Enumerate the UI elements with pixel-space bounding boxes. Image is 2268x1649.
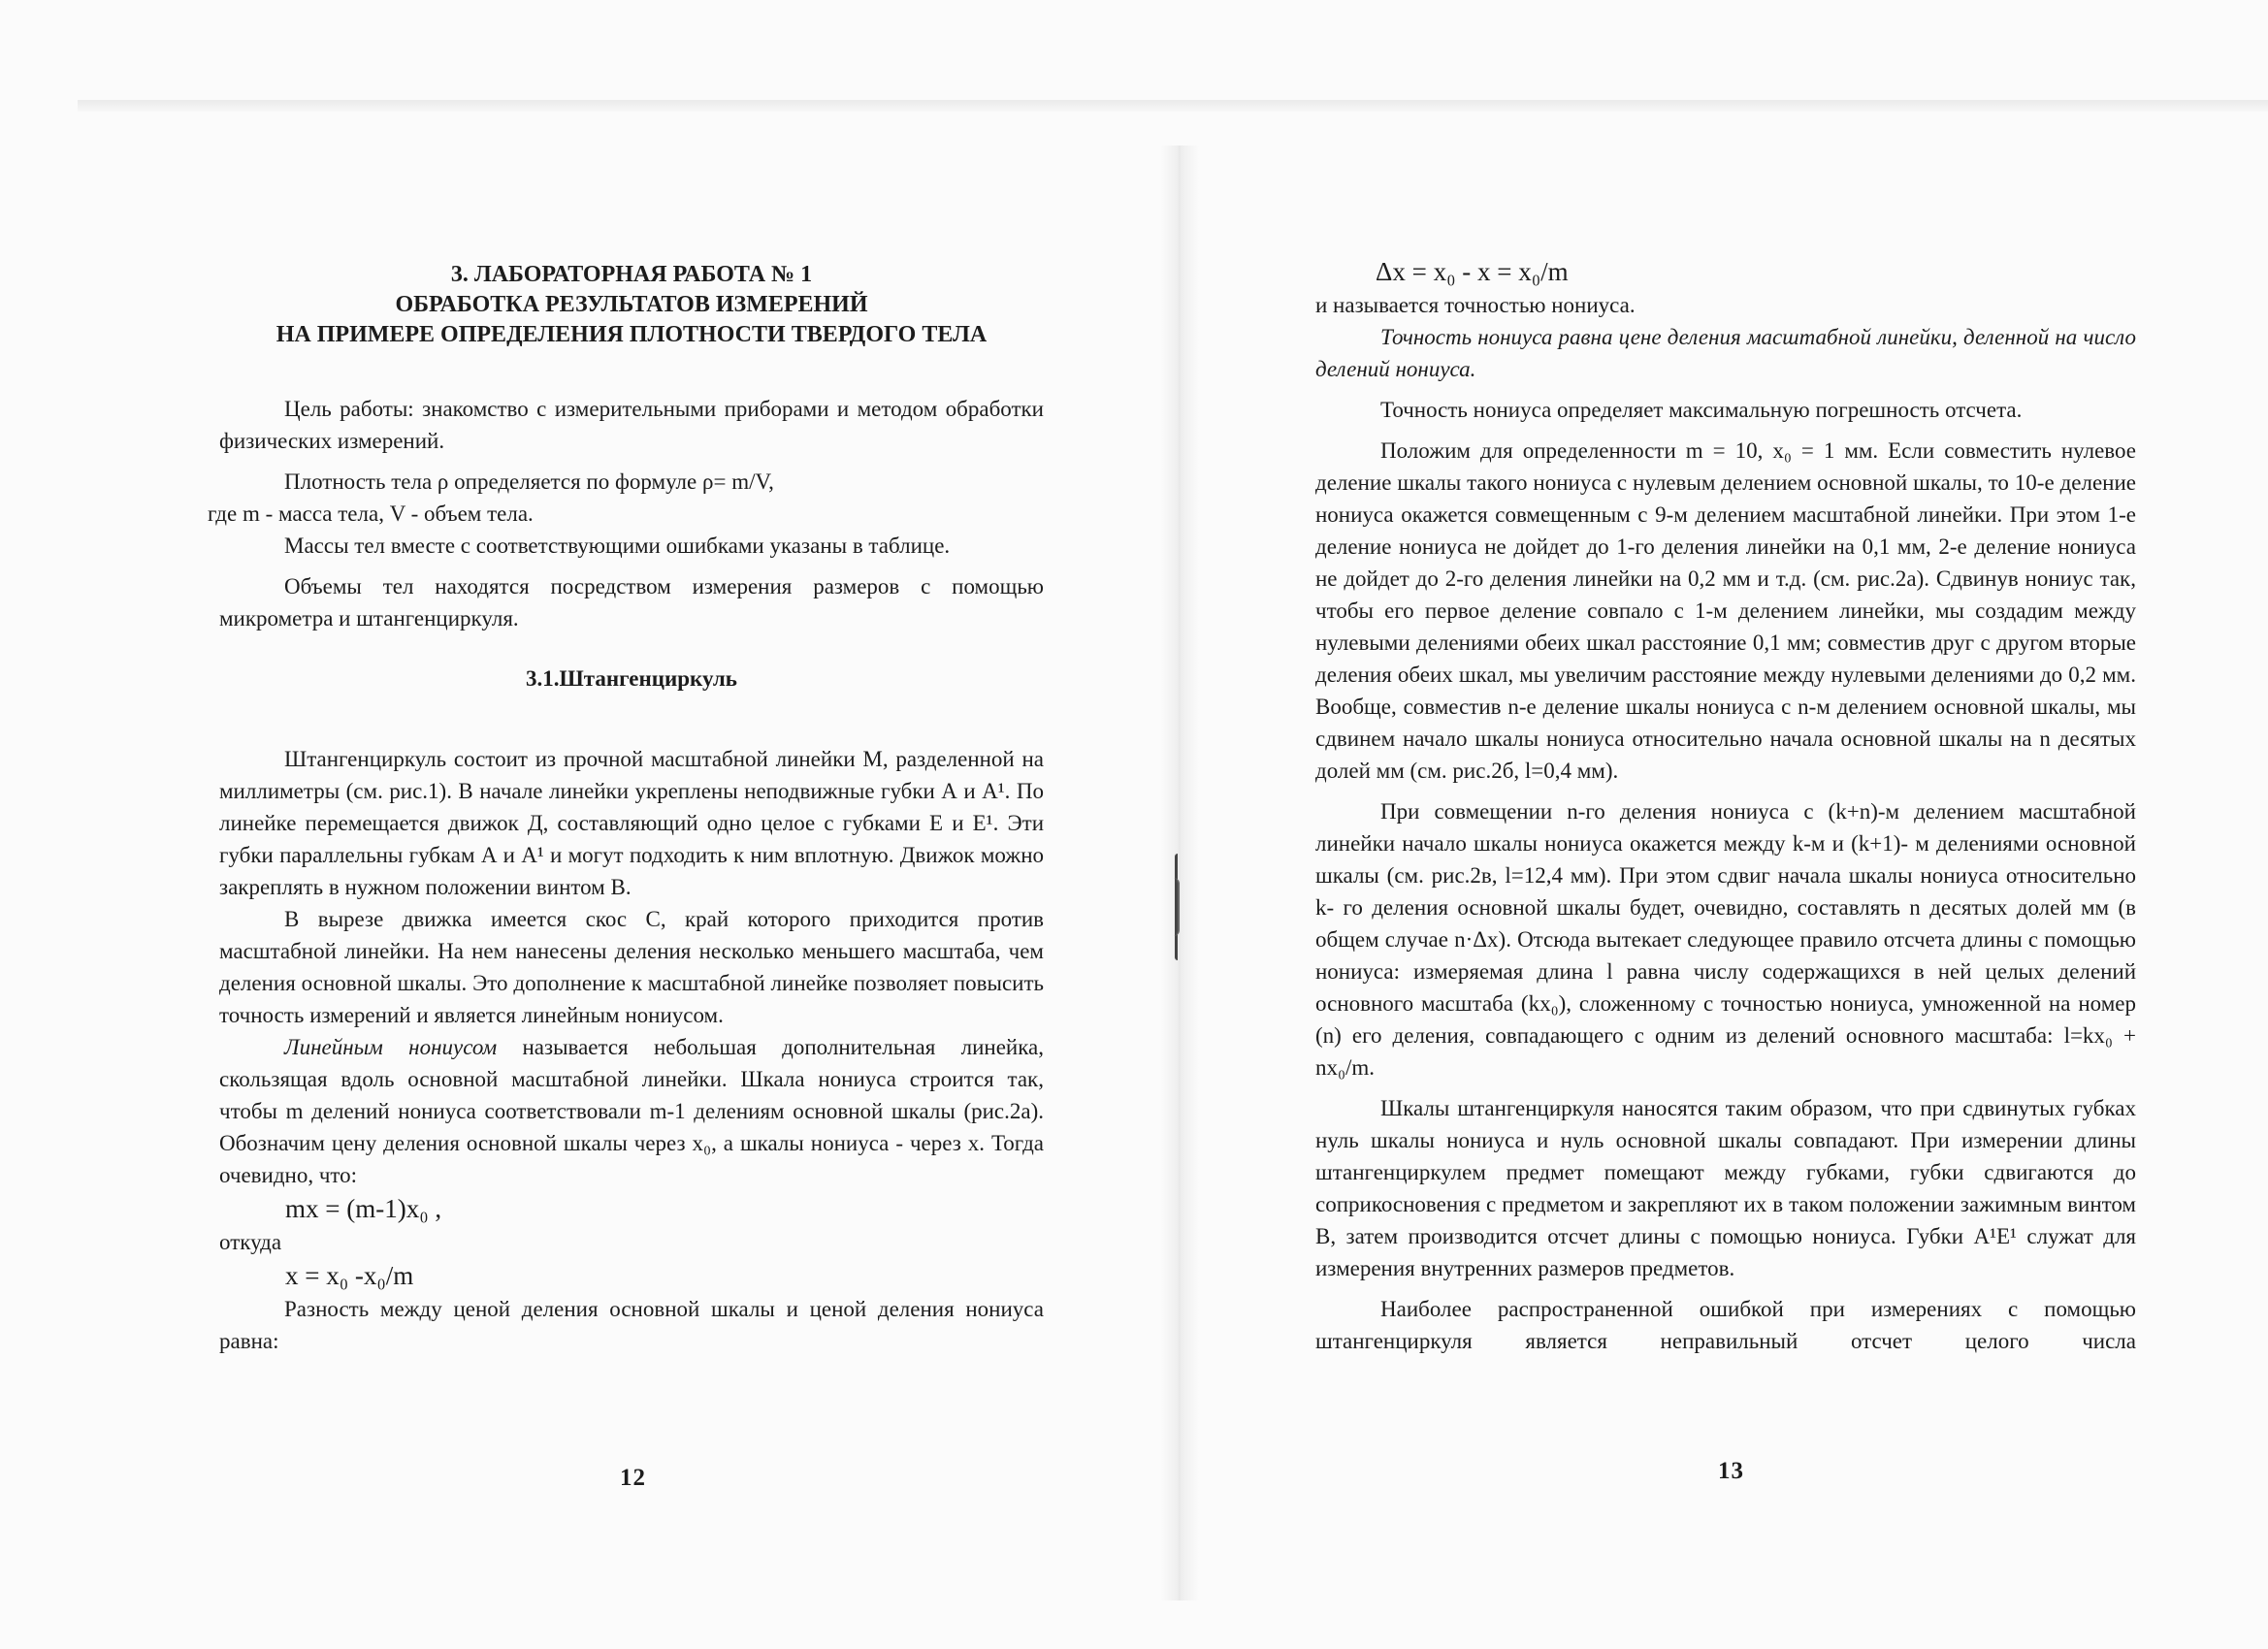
volumes-paragraph: Объемы тел находятся посредством измерения размеров с помощью микрометра и штангенциркуля.	[219, 574, 1044, 630]
formula-delta-x: Δx = x₀ - x = x₀/m	[1376, 257, 1569, 286]
caliper-block	[219, 743, 1044, 1357]
caliper-paragraph-2: В вырезе движка имеется скос С, край которого приходится против масштабной линейки. На нем нанесены деления несколько меньшего масштаба, чем деления основной шкалы. Это дополнение к масштабной линейке позволяет повысить точность измерений и является линейным нониусом.	[219, 907, 1044, 1027]
whence-line: откуда	[219, 1230, 282, 1254]
where-line: где m - масса тела, V - объем тела.	[208, 501, 534, 526]
vernier-definition: называется небольшая дополнительная линейка, скользящая вдоль основной масштабной линейки. Шкала нониуса строится так, чтобы m делений нониуса соответствовали m-1 делениям основной шкалы (рис.2а). Обозначим цену деления основной шкалы через x₀, а шкалы нониуса - через x. Тогда очевидно, что:	[219, 1035, 1044, 1187]
page-number-left: 12	[620, 1465, 646, 1491]
accuracy-defines: Точность нониуса определяет максимальную погрешность отсчета.	[1380, 398, 2023, 422]
density-paragraph: Плотность тела ρ определяется по формуле ρ= m/V,	[284, 469, 774, 494]
vernier-paragraph	[219, 1031, 1044, 1191]
accuracy-italic: Точность нониуса равна цене деления масштабной линейки, деленной на число делений нониуса.	[1315, 325, 2136, 381]
chapter-title	[219, 260, 1044, 350]
title-line-1: 3. ЛАБОРАТОРНАЯ РАБОТА № 1	[450, 262, 813, 287]
title-line-2: ОБРАБОТКА РЕЗУЛЬТАТОВ ИЗМЕРЕНИЙ	[395, 292, 868, 317]
difference-paragraph: Разность между ценой деления основной шкалы и ценой деления нониуса равна:	[219, 1297, 1044, 1353]
section-title: 3.1.Штангенциркуль	[526, 666, 737, 691]
title-line-3: НА ПРИМЕРЕ ОПРЕДЕЛЕНИЯ ПЛОТНОСТИ ТВЕРДОГО ТЕЛА	[275, 322, 988, 347]
right-text-block	[1315, 254, 2136, 1357]
called-line: и называется точностью нониуса.	[1315, 293, 1636, 317]
formula-mx: mx = (m-1)x₀ ,	[285, 1194, 442, 1223]
error-paragraph: Наиболее распространенной ошибкой при измерениях с помощью штангенциркуля является неправильный отсчет целого числа	[1315, 1297, 2136, 1353]
scales-paragraph: Шкалы штангенциркуля наносятся таким образом, что при сдвинутых губках нуль шкалы нониуса и нуль основной шкалы совпадают. При измерении длины штангенциркулем предмет помещают между губками, губки сдвигаются до соприкосновения с предметом и закрепляют их в таком положении зажимным винтом В, затем производится отсчет длины с помощью нониуса. Губки А¹Е¹ служат для измерения внутренних размеров предметов.	[1315, 1096, 2136, 1280]
masses-paragraph: Массы тел вместе с соответствующими ошибками указаны в таблице.	[284, 534, 951, 558]
vernier-term: Линейным нониусом	[284, 1035, 498, 1059]
example-paragraph: Положим для определенности m = 10, x₀ = 1 мм. Если совместить нулевое деление шкалы такого нониуса с нулевым делением основной шкалы, то 10-е деление нониуса окажется совмещенным с 9-м делением масштабной линейки. При этом 1-е деление нониуса не дойдет до 1-го деления линейки на 0,1 мм, 2-е деление нониуса не дойдет до 2-го деления линейки на 0,2 мм и т.д. (см. рис.2а). Сдвинув нониус так, чтобы его первое деление совпало с 1-м делением линейки, мы создадим между нулевыми делениями обеих шкал расстояние 0,1 мм; совместив друг с другом вторые деления обеих шкал, мы увеличим расстояние между нулевыми делениями до 0,2 мм. Вообще, совместив n-е деление шкалы нониуса с n-м делением основной шкалы, мы сдвинем начало шкалы нониуса относительно начала основной шкалы на n десятых долей мм (см. рис.2б, l=0,4 мм).	[1315, 438, 2136, 783]
page-number-right: 13	[1718, 1458, 1744, 1484]
intro-block	[208, 393, 1044, 634]
rule-paragraph: При совмещении n-го деления нониуса с (k+n)-м делением масштабной линейки начало шкалы нониуса окажется между k-м и (k+1)- м делениями основной шкалы (см. рис.2в, l=12,4 мм). При этом сдвиг начала шкалы нониуса относительно k- го деления основной шкалы будет, очевидно, составлять n десятых долей мм (в общем случае n·Δx). Отсюда вытекает следующее правило отсчета длины с помощью нониуса: измеряемая длина l равна числу содержащихся в ней целых делений основного масштаба (kx₀), сложенному с точностью нониуса, умноженной на номер (n) его деления, совпадающего с одним из делений основного масштаба: l=kx₀ + nx₀/m.	[1315, 799, 2136, 1080]
page-edge-shadow	[78, 100, 2268, 112]
formula-x: x = x₀ -x₀/m	[285, 1261, 414, 1290]
staple-shadow	[1168, 878, 1180, 936]
caliper-paragraph-1: Штангенциркуль состоит из прочной масштабной линейки М, разделенной на миллиметры (см. рис.1). В начале линейки укреплены неподвижные губки А и А¹. По линейке перемещается движок Д, составляющий одно целое с губками Е и Е¹. Эти губки параллельны губкам А и А¹ и могут подходить к ним вплотную. Движок можно закреплять в нужном положении винтом В.	[219, 747, 1044, 899]
aim-paragraph: Цель работы: знакомство с измерительными приборами и методом обработки физических измерений.	[219, 397, 1044, 453]
